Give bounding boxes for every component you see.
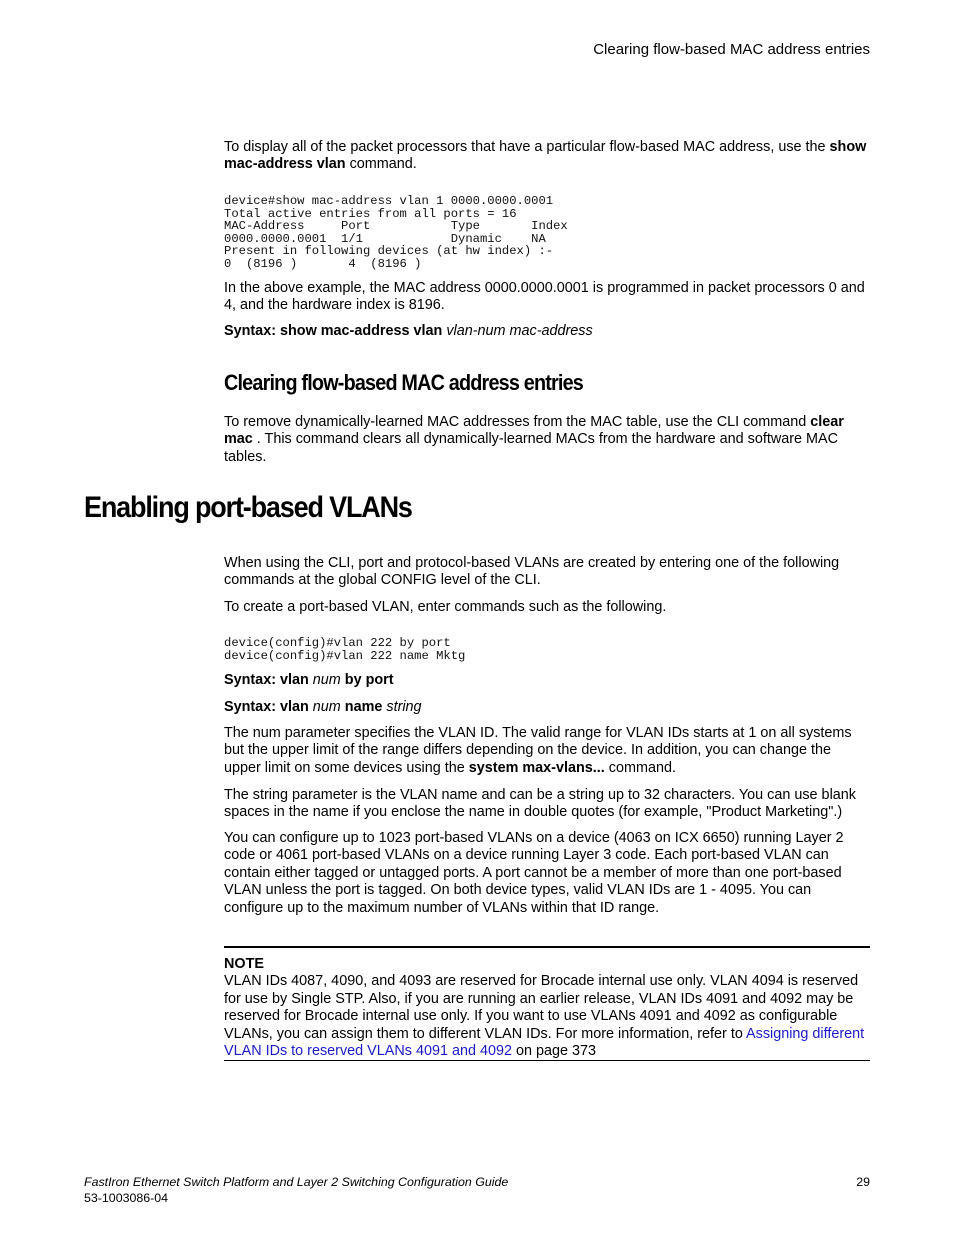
note-label: NOTE [224, 956, 264, 972]
code-line: device#show mac-address vlan 1 0000.0000.0001 [224, 194, 554, 208]
code-block-show-mac [224, 195, 568, 270]
note-box [224, 956, 870, 1060]
example-paragraph: In the above example, the MAC address 0000.0000.0001 is programmed in packet processors 0 and 4, and the hardware index is 8196. [224, 280, 865, 314]
vlans-paragraph-string: The string parameter is the VLAN name and can be a string up to 32 characters. You can use blank spaces in the name if you enclose the name in double quotes (for example, "Product Marketing".) [224, 787, 856, 821]
syntax-keyword: Syntax: vlan [224, 672, 309, 688]
num-text: The num parameter specifies the VLAN ID. The valid range for VLAN IDs starts at 1 on all systems but the upper limit of the range differs depending on the device. In addition, you can change the upper limit on some devices using the [224, 725, 852, 776]
intro-paragraph [224, 139, 870, 174]
clearing-after: . This command clears all dynamically-learned MACs from the hardware and software MAC tables. [224, 431, 838, 465]
num-after: command. [604, 759, 676, 776]
note-after: on page 373 [511, 1043, 597, 1060]
syntax-keyword: by port [344, 672, 394, 688]
code-line: 0 (8196 ) 4 (8196 ) [224, 256, 422, 271]
code-line: MAC-Address Port Type Index [224, 219, 568, 233]
footer-doc-number: 53-1003086-04 [84, 1191, 169, 1205]
syntax-vlan-name [224, 699, 870, 716]
code-block-vlan-config [224, 637, 465, 662]
code-line: device(config)#vlan 222 by port [224, 636, 451, 650]
note-link-assigning-vlan-ids[interactable]: Assigning different VLAN IDs to reserved VLANs 4091 and 4092 [224, 1025, 865, 1060]
clearing-paragraph [224, 414, 870, 466]
syntax-keyword: Syntax: vlan [224, 699, 309, 715]
note-bottom-rule [224, 1060, 870, 1061]
vlans-paragraph-2: To create a port-based VLAN, enter commands such as the following. [224, 599, 667, 615]
num-command: system max-vlans... [468, 759, 605, 776]
vlans-paragraph-num [224, 725, 870, 777]
syntax-args: vlan-num mac-address [446, 323, 593, 339]
vlans-paragraph-limits: You can configure up to 1023 port-based VLANs on a device (4063 on ICX 6650) running Layer 2 code or 4061 port-based VLANs on a device running Layer 3 code. Each port-based VLAN can contain either tagged or untagged ports. A port cannot be a member of more than one port-based VLAN unless the port is tagged. On both device types, valid VLAN IDs are 1 - 4095. You can configure up to the maximum number of VLANs within that ID range. [224, 830, 844, 916]
syntax-vlan-by-port [224, 672, 870, 689]
note-top-rule [224, 946, 870, 948]
vlans-paragraph-1: When using the CLI, port and protocol-based VLANs are created by entering one of the following commands at the global CONFIG level of the CLI. [224, 555, 840, 589]
syntax-arg: string [386, 699, 422, 715]
syntax-keyword: Syntax: show mac-address vlan [224, 323, 443, 339]
chapter-heading-vlans: Enabling port-based VLANs [84, 491, 412, 524]
code-line: device(config)#vlan 222 name Mktg [224, 648, 466, 663]
clearing-command: clear mac [224, 414, 844, 448]
code-line: Total active entries from all ports = 16 [224, 206, 517, 221]
code-line: Present in following devices (at hw index) :- [224, 244, 554, 258]
intro-text: To display all of the packet processors that have a particular flow-based MAC address, use the [224, 139, 830, 155]
syntax-show-mac [224, 323, 870, 340]
clearing-text: To remove dynamically-learned MAC addresses from the MAC table, use the CLI command [224, 414, 811, 430]
syntax-arg: num [312, 672, 341, 688]
footer-title: FastIron Ethernet Switch Platform and Layer 2 Switching Configuration Guide [84, 1175, 509, 1189]
section-heading-clearing: Clearing flow-based MAC address entries [224, 370, 584, 395]
running-header: Clearing flow-based MAC address entries [593, 41, 870, 58]
syntax-arg: num [312, 699, 341, 715]
intro-command: show mac-address vlan [224, 139, 867, 173]
footer-page-number: 29 [856, 1175, 870, 1189]
note-text: VLAN IDs 4087, 4090, and 4093 are reserved for Brocade internal use only. VLAN 4094 is reserved for use by Single STP. Also, if you are running an earlier release, VLAN IDs 4091 and 4092 may be reserved for Brocade internal use only. If you want to use VLANs 4091 and 4092 as configurable VLANs, you can assign them to different VLAN IDs. For more information, refer to [224, 973, 859, 1042]
syntax-keyword: name [344, 699, 383, 715]
code-line: 0000.0000.0001 1/1 Dynamic NA [224, 231, 546, 246]
intro-after: command. [345, 156, 417, 173]
